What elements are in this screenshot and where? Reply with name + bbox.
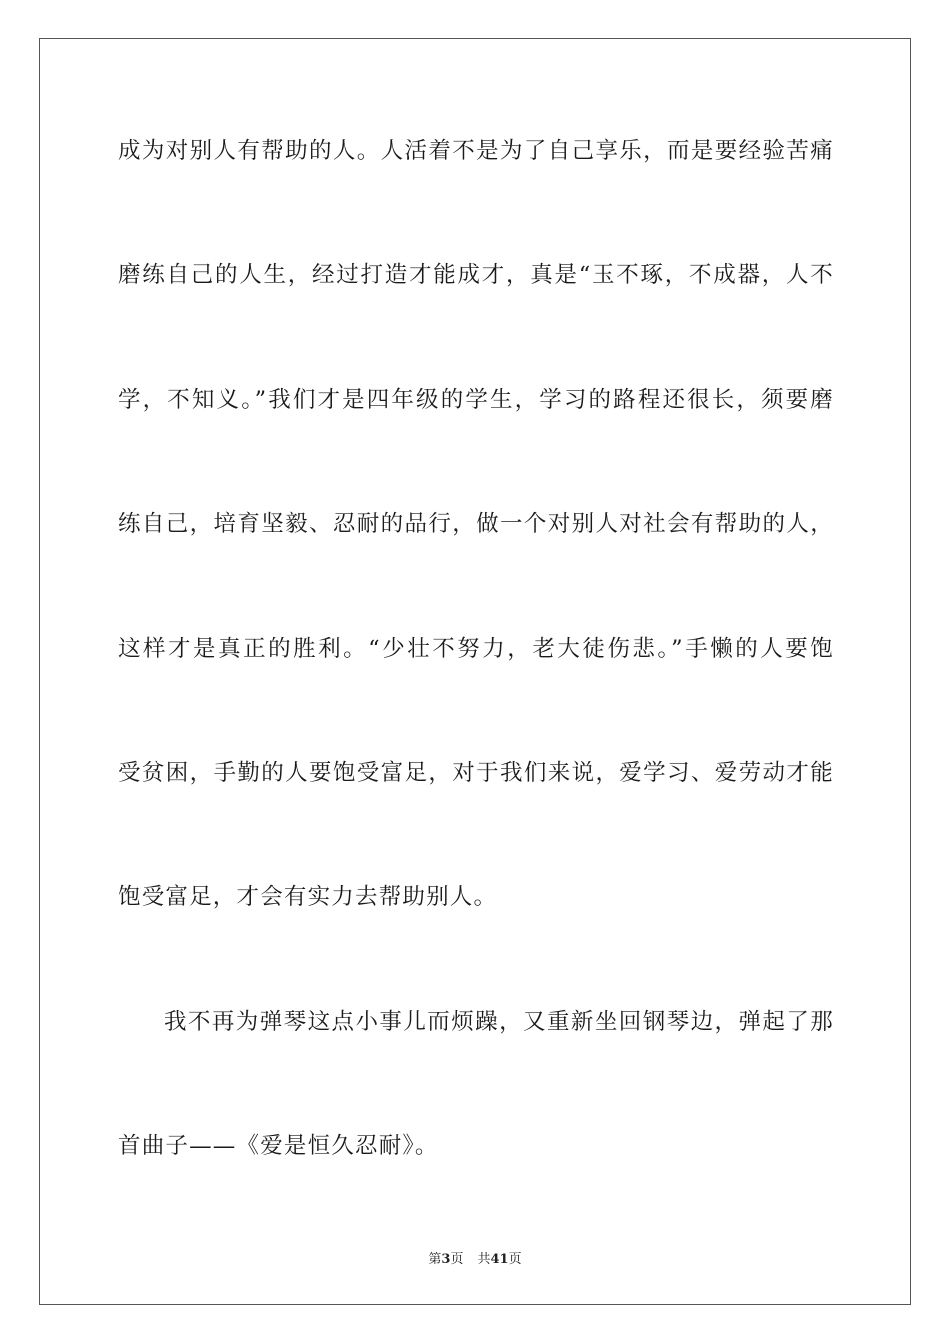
page-suffix: 页 [450,1252,464,1267]
text-line-5: 这样才是真正的胜利。“少壮不努力，老大徒伤悲。”手懒的人要饱 [118,635,834,662]
page-footer [0,1248,950,1267]
total-prefix: 共 [477,1252,491,1267]
text-line-2: 磨练自己的人生，经过打造才能成才，真是“玉不琢，不成器，人不 [118,262,834,289]
page-number: 3 [441,1252,451,1267]
total-suffix: 页 [508,1252,522,1267]
text-line-7: 饱受富足，才会有实力去帮助别人。 [118,884,498,911]
text-line-9: 首曲子——《爱是恒久忍耐》。 [118,1133,439,1160]
text-line-4: 练自己，培育坚毅、忍耐的品行，做一个对别人对社会有帮助的人， [118,511,834,538]
text-line-8: 我不再为弹琴这点小事儿而烦躁，又重新坐回钢琴边，弹起了那 [164,1008,834,1035]
total-pages: 41 [490,1252,509,1267]
text-line-3: 学，不知义。”我们才是四年级的学生，学习的路程还很长，须要磨 [118,386,834,413]
text-line-1: 成为对别人有帮助的人。人活着不是为了自己享乐，而是要经验苦痛 [118,138,834,164]
page-prefix: 第 [428,1252,442,1267]
text-line-6: 受贫困，手勤的人要饱受富足，对于我们来说，爱学习、爱劳动才能 [118,759,834,786]
document-body [118,126,834,1246]
